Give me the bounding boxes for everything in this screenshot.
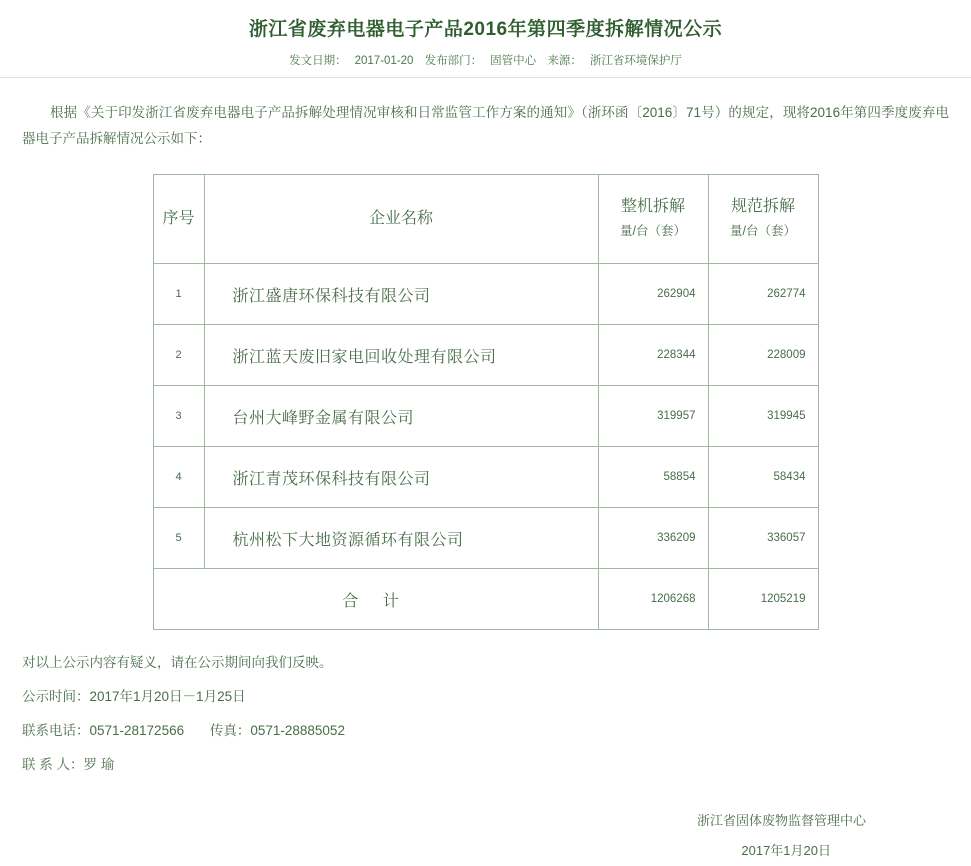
- table-total-row: [153, 569, 818, 630]
- total-label: 合 计: [153, 569, 598, 630]
- signature-block: [0, 806, 971, 866]
- header-index: 序号: [153, 175, 204, 264]
- table-header-row: [153, 175, 818, 264]
- department-label: 发布部门：: [424, 55, 483, 67]
- row-company: 杭州松下大地资源循环有限公司: [204, 508, 598, 569]
- row-index: 5: [153, 508, 204, 569]
- header-standard-main: 规范拆解: [730, 198, 795, 215]
- row-whole: 319957: [598, 386, 708, 447]
- row-whole: 58854: [598, 447, 708, 508]
- header-whole-dismantling: [598, 175, 708, 264]
- header-standard-dismantling: [708, 175, 818, 264]
- row-index: 3: [153, 386, 204, 447]
- source-label: 来源：: [547, 55, 582, 67]
- issue-date-label: 发文日期：: [289, 55, 347, 67]
- table-row: [153, 508, 818, 569]
- issue-date-value: 2017-01-20: [354, 55, 414, 67]
- row-standard: 262774: [708, 264, 818, 325]
- row-whole: 262904: [598, 264, 708, 325]
- total-standard: 1205219: [708, 569, 818, 630]
- total-whole: 1206268: [598, 569, 708, 630]
- telephone: 联系电话：0571-28172566: [22, 723, 185, 738]
- row-index: 4: [153, 447, 204, 508]
- table-row: [153, 447, 818, 508]
- row-company: 浙江蓝天废旧家电回收处理有限公司: [204, 325, 598, 386]
- row-standard: 228009: [708, 325, 818, 386]
- signature-organization: 浙江省固体废物监督管理中心: [696, 813, 866, 828]
- table-row: [153, 325, 818, 386]
- row-standard: 319945: [708, 386, 818, 447]
- header-whole-main: 整机拆解: [620, 198, 685, 215]
- contact-person: 联 系 人：罗 瑜: [22, 757, 115, 772]
- department-value: 固管中心: [490, 55, 537, 67]
- table-container: [0, 174, 971, 630]
- row-index: 1: [153, 264, 204, 325]
- dismantling-table: [153, 174, 819, 630]
- row-whole: 336209: [598, 508, 708, 569]
- header-standard-sub: 量/台（套）: [730, 224, 796, 238]
- row-company: 浙江青茂环保科技有限公司: [204, 447, 598, 508]
- meta-divider: [0, 77, 971, 78]
- intro-paragraph: 根据《关于印发浙江省废弃电器电子产品拆解处理情况审核和日常监管工作方案的通知》（浙环函〔2016〕71号）的规定，现将2016年第四季度废弃电器电子产品拆解情况公示如下：: [22, 105, 949, 146]
- row-company: 浙江盛唐环保科技有限公司: [204, 264, 598, 325]
- table-header: [153, 175, 818, 264]
- fax: 传真：0571-28885052: [209, 723, 345, 738]
- publicity-period: 公示时间：2017年1月20日－1月25日: [22, 689, 246, 704]
- table-row: [153, 386, 818, 447]
- feedback-note: 对以上公示内容有疑义，请在公示期间向我们反映。: [22, 655, 333, 670]
- notes-block: [22, 646, 949, 782]
- table-row: [153, 264, 818, 325]
- document-meta: [0, 52, 971, 77]
- row-standard: 58434: [708, 447, 818, 508]
- row-standard: 336057: [708, 508, 818, 569]
- header-company: 企业名称: [204, 175, 598, 264]
- table-body: [153, 264, 818, 630]
- row-company: 台州大峰野金属有限公司: [204, 386, 598, 447]
- signature-date: 2017年1月20日: [741, 843, 831, 858]
- row-whole: 228344: [598, 325, 708, 386]
- source-value: 浙江省环境保护厅: [589, 55, 682, 67]
- header-whole-sub: 量/台（套）: [620, 224, 686, 238]
- row-index: 2: [153, 325, 204, 386]
- page-title: 浙江省废弃电器电子产品2016年第四季度拆解情况公示: [248, 19, 723, 40]
- contact-line: [22, 714, 949, 748]
